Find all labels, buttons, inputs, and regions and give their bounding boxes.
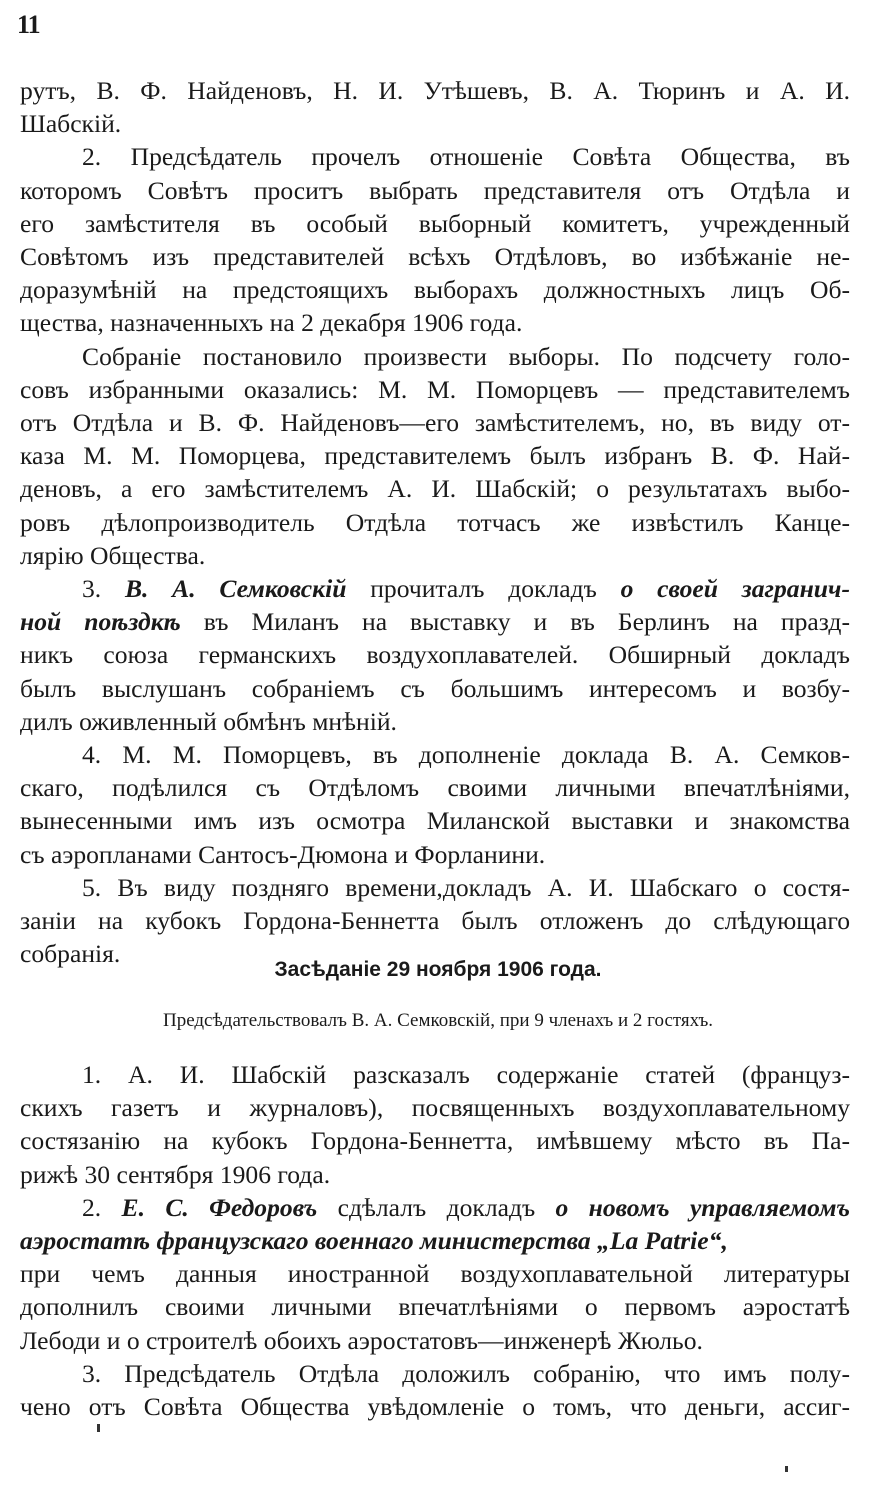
text-line: рижѣ 30 сентября 1906 года.	[20, 1159, 331, 1189]
section-2-text	[20, 1058, 850, 1423]
text-line: собранія.	[20, 939, 121, 969]
item-2-line-1	[20, 1191, 850, 1224]
text-line: состязанію на кубокъ Гордона-Беннетта, имѣвшему мѣсто въ Па-	[20, 1126, 850, 1156]
text-line: Собраніе постановило произвести выборы. По подсчету голо-	[82, 341, 850, 371]
text-line: его замѣстителя въ особый выборный комитетъ, учрежденный	[20, 208, 850, 238]
text-line: Совѣтомъ изъ представителей всѣхъ Отдѣловъ, во избѣжаніе не-	[20, 242, 850, 272]
text-line: которомъ Совѣтъ проситъ выбрать представителя отъ Отдѣла и	[20, 175, 850, 205]
scan-speck	[97, 1424, 100, 1432]
text-line: совъ избранными оказались: М. М. Поморцевъ — представителемъ	[20, 374, 850, 404]
text-line: 4. М. М. Поморцевъ, въ дополненіе доклада В. А. Семков-	[82, 740, 850, 770]
text-line: дополнилъ своими личными впечатлѣніями о первомъ аэростатѣ	[20, 1292, 850, 1322]
text-line: рутъ, В. Ф. Найденовъ, Н. И. Утѣшевъ, В. А. Тюринъ и А. И.	[20, 76, 850, 105]
text-line: Лебоди и о строителѣ обоихъ аэростатовъ—инженерѣ Жюльо.	[20, 1325, 703, 1355]
text-line: скаго, подѣлился съ Отдѣломъ своими личными впечатлѣніями,	[20, 773, 850, 803]
item-3-line-2	[20, 605, 850, 638]
page-number: 11	[17, 10, 40, 39]
item-2-line-2	[20, 1224, 850, 1257]
text-line: былъ выслушанъ собраніемъ съ большимъ интересомъ и возбу-	[20, 673, 850, 703]
text-line: деновъ, а его замѣстителемъ А. И. Шабскій; о результатахъ выбо-	[20, 474, 850, 504]
text-line: лярію Общества.	[20, 540, 206, 570]
report-title: о новомъ управляемомъ	[555, 1192, 850, 1222]
text-fragment: въ Миланъ на выставку и въ Берлинъ на празд-	[203, 607, 850, 637]
text-line: доразумѣній на предстоящихъ выборахъ должностныхъ лицъ Об-	[20, 275, 850, 305]
section-heading: Засѣданіе 29 ноября 1906 года.	[274, 958, 602, 981]
report-title: о своей загранич-	[620, 574, 850, 604]
text-line: 2. Предсѣдатель прочелъ отношеніе Совѣта Общества, въ	[82, 142, 850, 172]
text-line: дилъ оживленный обмѣнъ мнѣній.	[20, 706, 397, 736]
text-line: 1. А. И. Шабскій разсказалъ содержаніе статей (француз-	[82, 1060, 850, 1089]
text-line: 5. Въ виду поздняго времени,докладъ А. И. Шабскаго о состя-	[82, 872, 850, 902]
text-line: ровъ дѣлопроизводитель Отдѣла тотчасъ же извѣстилъ Канце-	[20, 507, 850, 537]
section-subheading: Предсѣдательствовалъ В. А. Семковскій, при 9 членахъ и 2 гостяхъ.	[162, 1010, 714, 1031]
item-number: 3.	[82, 574, 102, 604]
report-title: аэростатѣ французскаго военнаго министерства „La Patrie“,	[20, 1226, 728, 1256]
text-fragment: прочиталъ докладъ	[370, 574, 597, 604]
text-line: чено отъ Совѣта Общества увѣдомленіе о томъ, что деньги, ассиг-	[20, 1392, 850, 1422]
item-number: 2.	[82, 1192, 102, 1222]
text-line: заніи на кубокъ Гордона-Беннетта былъ отложенъ до слѣдующаго	[20, 906, 850, 936]
text-fragment: сдѣлалъ докладъ	[337, 1192, 536, 1222]
text-line: при чемъ данныя иностранной воздухоплавательной литературы	[20, 1259, 850, 1289]
scan-speck	[785, 1466, 788, 1472]
section-1-text	[20, 74, 850, 970]
text-line: каза М. М. Поморцева, представителемъ былъ избранъ В. Ф. Най-	[20, 441, 850, 471]
text-line: Шабскій.	[20, 109, 122, 139]
report-title: ной поѣздкѣ	[20, 607, 181, 637]
speaker-name: Е. С. Федоровъ	[121, 1192, 318, 1222]
text-line: скихъ газетъ и журналовъ), посвященныхъ воздухоплавательному	[20, 1093, 850, 1123]
text-line: отъ Отдѣла и В. Ф. Найденовъ—его замѣстителемъ, но, въ виду от-	[20, 408, 850, 438]
item-3-line-1	[20, 572, 850, 605]
text-line: съ аэропланами Сантосъ-Дюмона и Форланини.	[20, 839, 546, 869]
text-line: щества, назначенныхъ на 2 декабря 1906 года.	[20, 308, 523, 338]
text-line: вынесенными имъ изъ осмотра Миланской выставки и знакомства	[20, 806, 850, 836]
text-line: никъ союза германскихъ воздухоплавателей. Обширный докладъ	[20, 640, 850, 670]
text-line: 3. Предсѣдатель Отдѣла доложилъ собранію, что имъ полу-	[82, 1358, 850, 1388]
speaker-name: В. А. Семковскій	[124, 574, 347, 604]
